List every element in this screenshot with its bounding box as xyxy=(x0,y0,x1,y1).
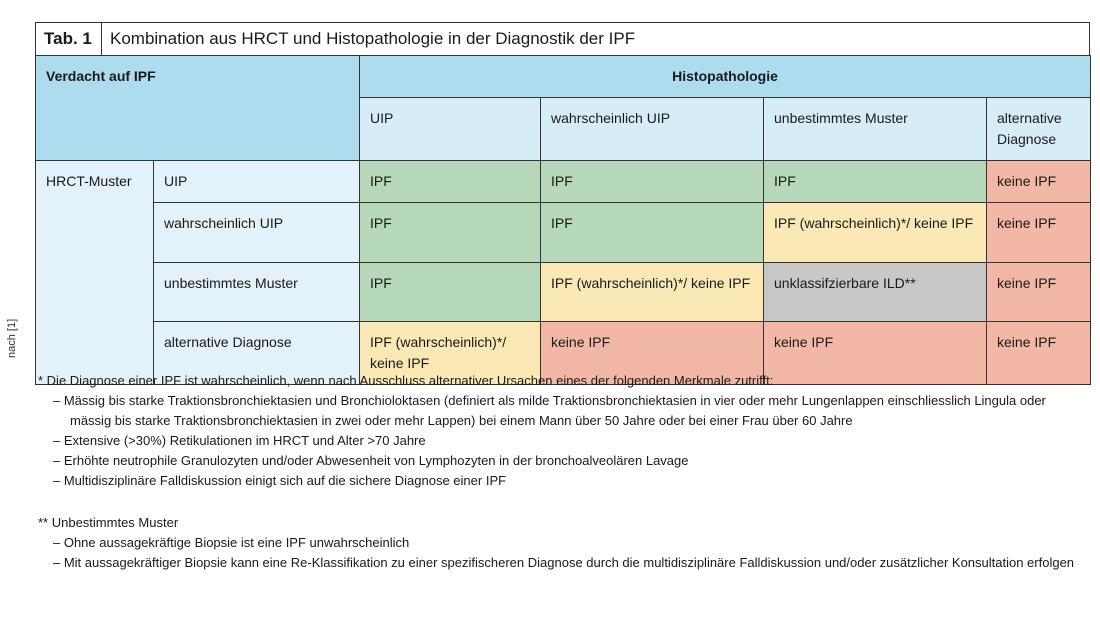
footnote-star-intro: * Die Diagnose einer IPF ist wahrscheinlich, wenn nach Ausschluss alternativer Ursachen eines der folgenden Merkmale zutrifft: xyxy=(38,373,774,388)
footnote-item: – Ohne aussagekräftige Biopsie ist eine IPF unwahrscheinlich xyxy=(53,535,410,550)
table-cell: keine IPF xyxy=(987,161,1091,203)
table-cell: IPF xyxy=(764,161,987,203)
row-label: unbestimmtes Muster xyxy=(154,263,360,322)
footnote-item: – Mässig bis starke Traktionsbronchiektasien und Bronchioloktasen (definiert als milde Traktionsbronchiektasien in vier oder mehr Lungenlappen einschliesslich Lingula oder mässig bis starke Traktionsbronchiektasien in zwei oder mehr Lappen) bei einem Mann über 50 Jahre oder bei einer Frau über 60 Jahre xyxy=(53,393,1046,428)
table-cell: keine IPF xyxy=(987,263,1091,322)
col-header: unbestimmtes Muster xyxy=(764,98,987,161)
table-cell: IPF xyxy=(360,203,541,263)
source-note xyxy=(6,318,20,362)
table-cell: IPF (wahrscheinlich)*/ keine IPF xyxy=(764,203,987,263)
table-cell: IPF xyxy=(360,263,541,322)
footnotes xyxy=(38,371,1088,573)
table-grid xyxy=(35,55,1091,385)
table-title: Kombination aus HRCT und Histopathologie in der Diagnostik der IPF xyxy=(110,29,636,48)
col-header: UIP xyxy=(360,98,541,161)
table-cell: keine IPF xyxy=(987,322,1091,385)
table-number: Tab. 1 xyxy=(36,23,102,55)
table-cell: keine IPF xyxy=(987,203,1091,263)
col-header: alternative Diagnose xyxy=(987,98,1091,161)
footnote-dstar-list xyxy=(38,533,1088,573)
corner-header: Verdacht auf IPF xyxy=(36,56,360,161)
footnote-item: – Extensive (>30%) Retikulationen im HRCT und Alter >70 Jahre xyxy=(53,433,426,448)
row-label: alternative Diagnose xyxy=(154,322,360,385)
diagnosis-table xyxy=(35,22,1090,385)
footnote-item: – Mit aussagekräftiger Biopsie kann eine Re-Klassifikation zu einer spezifischeren Diagnose durch die multidisziplinäre Falldiskussion und/oder zusätzlicher Konsultation erfolgen xyxy=(53,555,1075,570)
table-cell: IPF xyxy=(541,161,764,203)
footnote-dstar-intro: ** Unbestimmtes Muster xyxy=(38,515,179,530)
source-note-text: nach [1] xyxy=(6,318,18,358)
table-cell: keine IPF xyxy=(764,322,987,385)
histopathology-header: Histopathologie xyxy=(360,56,1091,98)
table-cell: IPF (wahrscheinlich)*/ keine IPF xyxy=(360,322,541,385)
footnote-star-list xyxy=(38,391,1088,491)
footnote-item: – Multidisziplinäre Falldiskussion einigt sich auf die sichere Diagnose einer IPF xyxy=(53,473,507,488)
row-label: UIP xyxy=(154,161,360,203)
table-cell: IPF xyxy=(541,203,764,263)
table-cell: IPF xyxy=(360,161,541,203)
table-cell: IPF (wahrscheinlich)*/ keine IPF xyxy=(541,263,764,322)
col-header: wahrscheinlich UIP xyxy=(541,98,764,161)
table-titlebar xyxy=(35,22,1090,55)
footnote-item: – Erhöhte neutrophile Granulozyten und/oder Abwesenheit von Lymphozyten in der bronchoalveolären Lavage xyxy=(53,453,689,468)
row-group-label: HRCT-Muster xyxy=(36,161,154,385)
row-label: wahrscheinlich UIP xyxy=(154,203,360,263)
table-cell: keine IPF xyxy=(541,322,764,385)
table-cell: unklassifzierbare ILD** xyxy=(764,263,987,322)
